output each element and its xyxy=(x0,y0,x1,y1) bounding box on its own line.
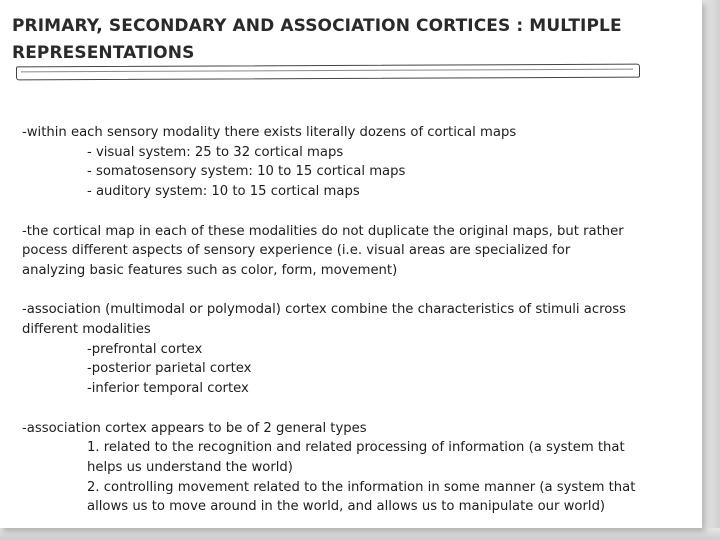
paragraph-line: different modalities xyxy=(22,322,151,337)
title-underline xyxy=(16,64,640,81)
paragraph-general-types xyxy=(22,419,652,518)
general-types-list xyxy=(22,438,652,517)
list-item: - auditory system: 10 to 15 cortical maps xyxy=(87,184,360,200)
paragraph-line: -association (multimodal or polymodal) cortex combine the characteristics of stimuli across xyxy=(22,302,627,318)
slide-body xyxy=(22,123,652,517)
list-item: 2. controlling movement related to the information in some manner (a system that xyxy=(87,479,636,495)
paragraph-line: pocess different aspects of sensory experience (i.e. visual areas are specialized for xyxy=(22,243,571,259)
paragraph-spacer xyxy=(22,399,652,419)
slide-title xyxy=(12,13,652,67)
list-item: -inferior temporal cortex xyxy=(87,381,249,397)
paragraph-modalities xyxy=(22,222,652,281)
page-edge-shadow-bottom xyxy=(0,528,720,540)
list-item: 1. related to the recognition and related processing of information (a system that xyxy=(87,440,625,456)
paragraph-spacer xyxy=(22,202,652,222)
list-item: -posterior parietal cortex xyxy=(87,361,252,377)
paragraph-line: -the cortical map in each of these modalities do not duplicate the original maps, but rather xyxy=(22,223,624,239)
cortex-region-list xyxy=(22,340,652,399)
list-item: helps us understand the world) xyxy=(87,459,293,475)
sensory-system-list xyxy=(22,143,652,202)
list-item: -prefrontal cortex xyxy=(87,341,203,357)
slide-title-line-1: PRIMARY, SECONDARY AND ASSOCIATION CORTICES : MULTIPLE xyxy=(12,16,622,36)
paragraph-lead: -association cortex appears to be of 2 general types xyxy=(22,420,367,436)
slide-title-line-2: REPRESENTATIONS xyxy=(12,43,195,63)
list-item: - somatosensory system: 10 to 15 cortical maps xyxy=(87,164,406,180)
paragraph-cortical-maps xyxy=(22,123,652,202)
list-item: allows us to move around in the world, and allows us to manipulate our world) xyxy=(87,499,606,515)
paragraph-line: analyzing basic features such as color, form, movement) xyxy=(22,262,398,278)
list-item: - visual system: 25 to 32 cortical maps xyxy=(87,144,344,160)
paragraph-spacer xyxy=(22,281,652,301)
page-edge-shadow-right xyxy=(702,0,720,540)
paragraph-association-cortex xyxy=(22,300,652,399)
paragraph-lead: -within each sensory modality there exists literally dozens of cortical maps xyxy=(22,125,517,140)
